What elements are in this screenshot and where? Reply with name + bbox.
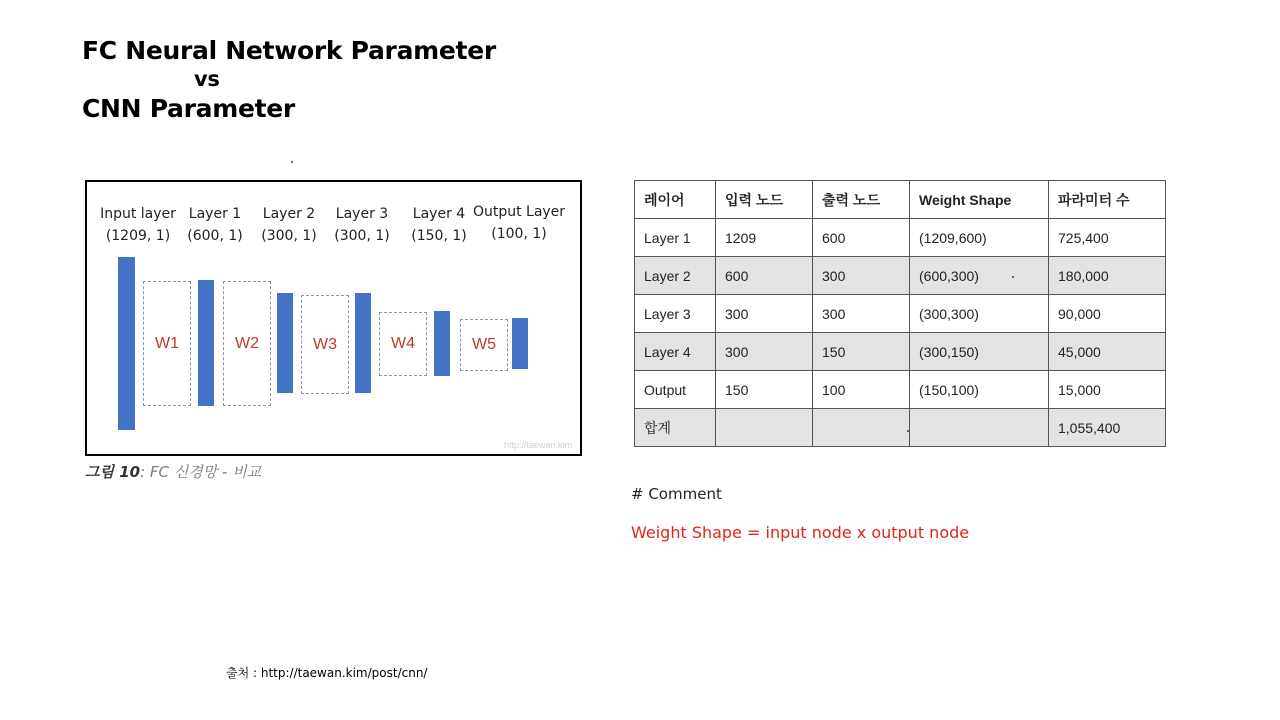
table-total-row [635, 409, 1166, 447]
cell: 15,000 [1049, 371, 1166, 409]
cell: 600 [716, 257, 813, 295]
figure-caption [85, 461, 261, 482]
table-row [635, 257, 1166, 295]
parameter-table [634, 180, 1166, 447]
cell: 300 [813, 257, 910, 295]
comment-heading: # Comment [631, 485, 722, 503]
cell: Layer 4 [635, 333, 716, 371]
layer-name: Layer 3 [335, 206, 389, 222]
layer-bar-input [118, 257, 135, 430]
layer-bar-3 [355, 293, 371, 393]
weight-label: W1 [155, 334, 179, 352]
table-row [635, 333, 1166, 371]
layer-name: Layer 1 [188, 206, 242, 222]
header-layer: 레이어 [635, 181, 716, 219]
layer-bar-1 [198, 280, 214, 406]
cell: 600 [813, 219, 910, 257]
caption-text: : FC 신경망 - 비교 [140, 463, 262, 481]
fc-network-figure [85, 180, 582, 456]
weight-label: W2 [235, 334, 259, 352]
cell: (600,300) [910, 257, 1049, 295]
table-row [635, 295, 1166, 333]
weight-label: W4 [391, 335, 415, 352]
cell: Output [635, 371, 716, 409]
cell: 1209 [716, 219, 813, 257]
cell: 150 [813, 333, 910, 371]
cell [716, 409, 813, 447]
cell: 300 [716, 295, 813, 333]
stray-dot [907, 430, 909, 432]
weight-label: W5 [472, 336, 496, 353]
cell: Layer 2 [635, 257, 716, 295]
layer-label-4 [407, 203, 471, 247]
layer-name: Input layer [100, 206, 176, 222]
layer-label-2 [257, 203, 321, 247]
title-line1: FC Neural Network Parameter [82, 36, 496, 65]
cell: 90,000 [1049, 295, 1166, 333]
cell: Layer 3 [635, 295, 716, 333]
cell [910, 409, 1049, 447]
layer-label-input [95, 203, 181, 247]
cell: 725,400 [1049, 219, 1166, 257]
watermark: http://taewan.kim [503, 440, 572, 450]
table-row [635, 371, 1166, 409]
weight-box-w5 [460, 319, 508, 371]
cell [813, 409, 910, 447]
title-line3: CNN Parameter [82, 94, 295, 123]
source-credit: 출처 : http://taewan.kim/post/cnn/ [226, 666, 428, 680]
cell: Layer 1 [635, 219, 716, 257]
slide-title [82, 36, 496, 123]
layer-name: Layer 2 [262, 206, 316, 222]
caption-label: 그림 10 [85, 463, 141, 481]
cell: (300,150) [910, 333, 1049, 371]
cell: 100 [813, 371, 910, 409]
weight-box-w2 [223, 281, 271, 406]
weight-shape-formula: Weight Shape = input node x output node [631, 523, 970, 542]
layer-label-3 [330, 203, 394, 247]
layer-label-1 [183, 203, 247, 247]
weight-box-w3 [301, 295, 349, 394]
cell: (1209,600) [910, 219, 1049, 257]
weight-box-w4 [379, 312, 427, 376]
cell: 150 [716, 371, 813, 409]
layer-name: Output Layer [472, 204, 566, 220]
layer-shape: (300, 1) [334, 228, 390, 244]
header-param-count: 파라미터 수 [1049, 181, 1166, 219]
cell: (300,300) [910, 295, 1049, 333]
table-row [635, 219, 1166, 257]
weight-label: W3 [313, 335, 337, 353]
cell: 합계 [635, 409, 716, 447]
cell: 180,000 [1049, 257, 1166, 295]
layer-label-output [471, 201, 567, 245]
cell: (150,100) [910, 371, 1049, 409]
weight-box-w1 [143, 281, 191, 406]
layer-shape: (100, 1) [491, 226, 547, 242]
layer-bar-4 [434, 311, 450, 376]
cell: 45,000 [1049, 333, 1166, 371]
layer-shape: (150, 1) [411, 228, 467, 244]
layer-shape: (1209, 1) [105, 228, 171, 244]
layer-bar-2 [277, 293, 293, 393]
header-output-nodes: 출력 노드 [813, 181, 910, 219]
layer-shape: (600, 1) [187, 228, 243, 244]
title-vs: vs [194, 67, 220, 91]
table-header-row [635, 181, 1166, 219]
cell: 300 [813, 295, 910, 333]
layer-bar-output [512, 318, 528, 369]
stray-dot [291, 161, 293, 163]
layer-name: Layer 4 [412, 206, 466, 222]
header-input-nodes: 입력 노드 [716, 181, 813, 219]
layer-shape: (300, 1) [261, 228, 317, 244]
stray-dot [1012, 276, 1014, 278]
cell: 300 [716, 333, 813, 371]
cell: 1,055,400 [1049, 409, 1166, 447]
header-weight-shape: Weight Shape [910, 181, 1049, 219]
